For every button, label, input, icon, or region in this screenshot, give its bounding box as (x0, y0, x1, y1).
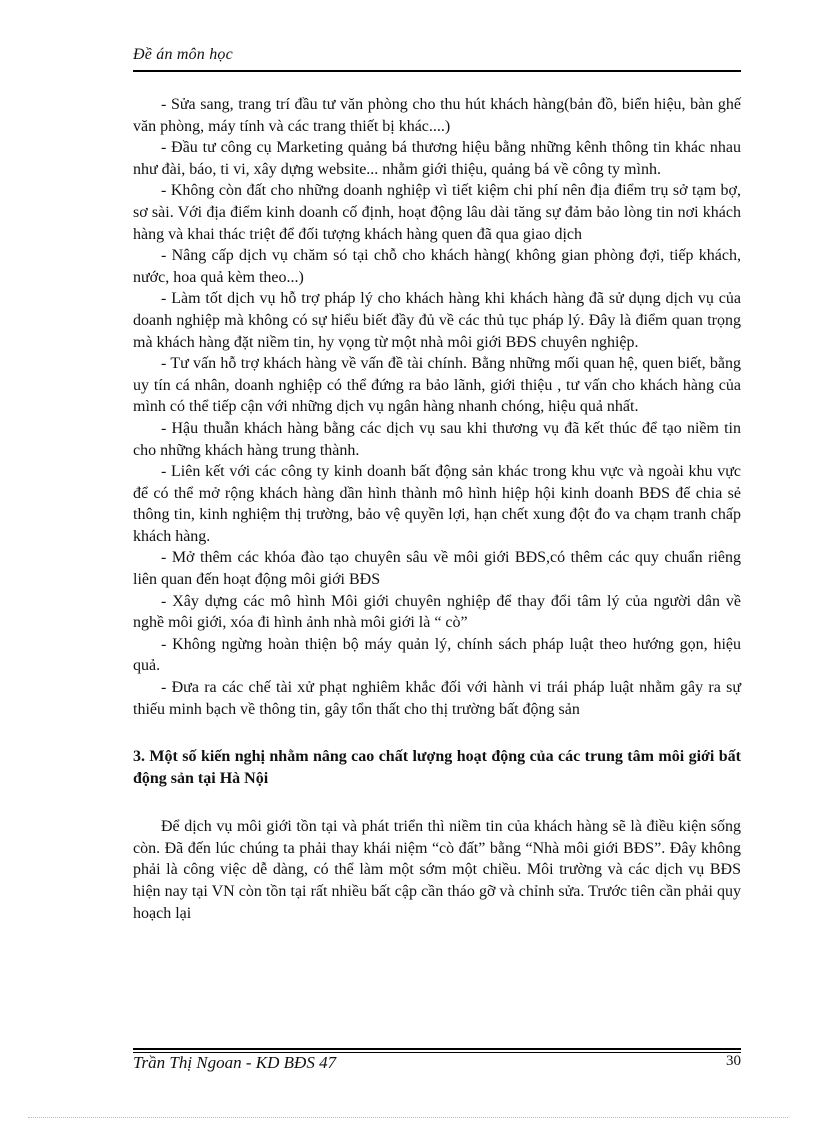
header-divider (133, 70, 741, 72)
bullet-paragraph: - Không còn đất cho những doanh nghiệp vì tiết kiệm chi phí nên địa điểm trụ sở tạm bợ, sơ sài. Với địa điểm kinh doanh cố định, hoạt động lâu dài tăng sự đảm bảo lòng tin nơi khách hàng và khai thác triệt để đối tượng khách hàng quen đã qua giao dịch (133, 182, 741, 243)
bullet-paragraph: - Xây dựng các mô hình Môi giới chuyên nghiệp để thay đổi tâm lý của người dân về nghề môi giới, xóa đi hình ảnh nhà môi giới là “ cò” (133, 592, 741, 632)
bullet-paragraph: - Đưa ra các chế tài xử phạt nghiêm khắc đối với hành vi trái pháp luật nhằm gây ra sự thiếu minh bạch về thông tin, gây tổn thất cho thị trường bất động sản (133, 679, 741, 718)
footer-author: Trần Thị Ngoan - KD BĐS 47 (133, 1053, 337, 1072)
section-heading: 3. Một số kiến nghị nhằm nâng cao chất lượng hoạt động của các trung tâm môi giới bất động sản tại Hà Nội (133, 748, 741, 788)
bullet-paragraph: - Làm tốt dịch vụ hỗ trợ pháp lý cho khách hàng khi khách hàng đã sử dụng dịch vụ của doanh nghiệp mà không có sự hiểu biết đầy đủ về các thủ tục pháp lý. Đây là điểm quan trọng mà khách hàng đặt niềm tin, hy vọng từ một nhà môi giới BĐS chuyên nghiệp. (133, 290, 741, 351)
bullet-paragraph: - Không ngừng hoàn thiện bộ máy quản lý, chính sách pháp luật theo hướng gọn, hiệu quả. (133, 635, 741, 675)
bullet-paragraph: - Tư vấn hỗ trợ khách hàng về vấn đề tài chính. Bằng những mối quan hệ, quen biết, bằng uy tín cá nhân, doanh nghiệp có thể đứng ra bảo lãnh, giới thiệu , tư vấn cho khách hàng của mình có thể tiếp cận với những dịch vụ ngân hàng nhanh chóng, hiệu quả nhất. (133, 355, 741, 416)
footer-divider-thick (133, 1048, 741, 1050)
page-number: 30 (726, 1053, 741, 1069)
header-title: Đề án môn học (133, 46, 233, 63)
bullet-paragraph: - Sửa sang, trang trí đầu tư văn phòng cho thu hút khách hàng(bản đồ, biển hiệu, bàn ghế văn phòng, máy tính và các trang thiết bị khác....) (133, 96, 741, 135)
bullet-paragraph: - Mở thêm các khóa đào tạo chuyên sâu về môi giới BĐS,có thêm các quy chuẩn riêng liên quan đến hoạt động môi giới BĐS (133, 549, 741, 589)
bullet-paragraph: - Nâng cấp dịch vụ chăm só tại chỗ cho khách hàng( không gian phòng đợi, tiếp khách, nước, hoa quả kèm theo...) (133, 247, 741, 286)
closing-paragraph: Để dịch vụ môi giới tồn tại và phát triển thì niềm tin của khách hàng sẽ là điều kiện sống còn. Đã đến lúc chúng ta phải thay khái niệm “cò đất” bằng “Nhà môi giới BĐS”. Đây không phải là công việc dễ dàng, có thể làm một sớm một chiều. Môi trường và các dịch vụ BĐS hiện nay tại VN còn tồn tại rất nhiều bất cập cần tháo gỡ và chỉnh sửa. Trước tiên cần phải quy hoạch lại (133, 818, 741, 922)
document-body (133, 94, 741, 924)
bullet-paragraph: - Liên kết với các công ty kinh doanh bất động sản khác trong khu vực và ngoài khu vực để có thể mở rộng khách hàng dần hình thành mô hình hiệp hội kinh doanh BĐS để chia sẻ thông tin, kinh nghiệm thị trường, bảo vệ quyền lợi, hạn chết xung đột đo va chạm tranh chấp khách hàng. (133, 463, 741, 545)
bullet-paragraph: - Đầu tư công cụ Marketing quảng bá thương hiệu bằng những kênh thông tin khác nhau như đài, báo, ti vi, xây dựng website... nhằm giới thiệu, quảng bá về công ty mình. (133, 139, 741, 178)
page-edge-dots (28, 1117, 788, 1118)
bullet-paragraph: - Hậu thuẫn khách hàng bằng các dịch vụ sau khi thương vụ đã kết thúc để tạo niềm tin cho những khách hàng trung thành. (133, 419, 741, 459)
